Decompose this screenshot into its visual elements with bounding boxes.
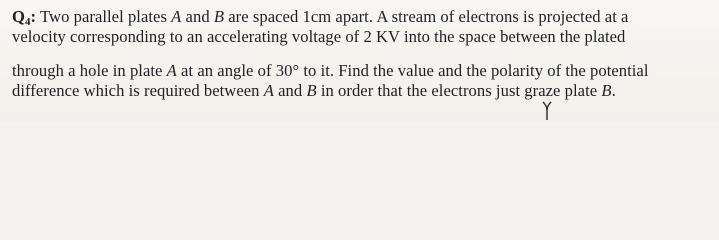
line1-text-1: Two parallel plates (36, 7, 172, 26)
line1-text-3: are spaced 1cm apart. A stream of electrons is projected at a (224, 7, 629, 26)
line4-var-b2: B (601, 81, 612, 100)
question-line-4 (12, 81, 712, 101)
question-line-3 (12, 61, 712, 81)
line4-var-a: A (263, 81, 274, 100)
question-line-1 (12, 7, 712, 27)
line3-text-1: through a hole in plate (12, 61, 167, 80)
line4-text-1: difference which is required between (12, 81, 264, 100)
line3-var-a: A (166, 61, 177, 80)
line4-text-4: . (611, 81, 616, 100)
question-number (12, 7, 36, 26)
question-number-sub: 4 (24, 16, 31, 28)
line1-text-2: and (181, 7, 214, 26)
question-paragraph-1 (12, 7, 712, 47)
line1-var-a: A (171, 7, 182, 26)
line4-text-3: in order that the electrons just graze plate (316, 81, 602, 100)
question-paragraph-2 (12, 61, 712, 101)
line4-var-b: B (306, 81, 317, 100)
line3-text-2: at an angle of 30° to it. Find the value and the polarity of the potential (176, 61, 649, 80)
question-number-prefix: Q (12, 7, 25, 26)
line4-text-2: and (273, 81, 307, 100)
question-line-2: velocity corresponding to an accelerating voltage of 2 KV into the space between the plated (12, 27, 626, 46)
question-number-colon: : (30, 7, 37, 26)
line1-var-b: B (213, 7, 225, 26)
text-cursor-icon (540, 100, 554, 122)
